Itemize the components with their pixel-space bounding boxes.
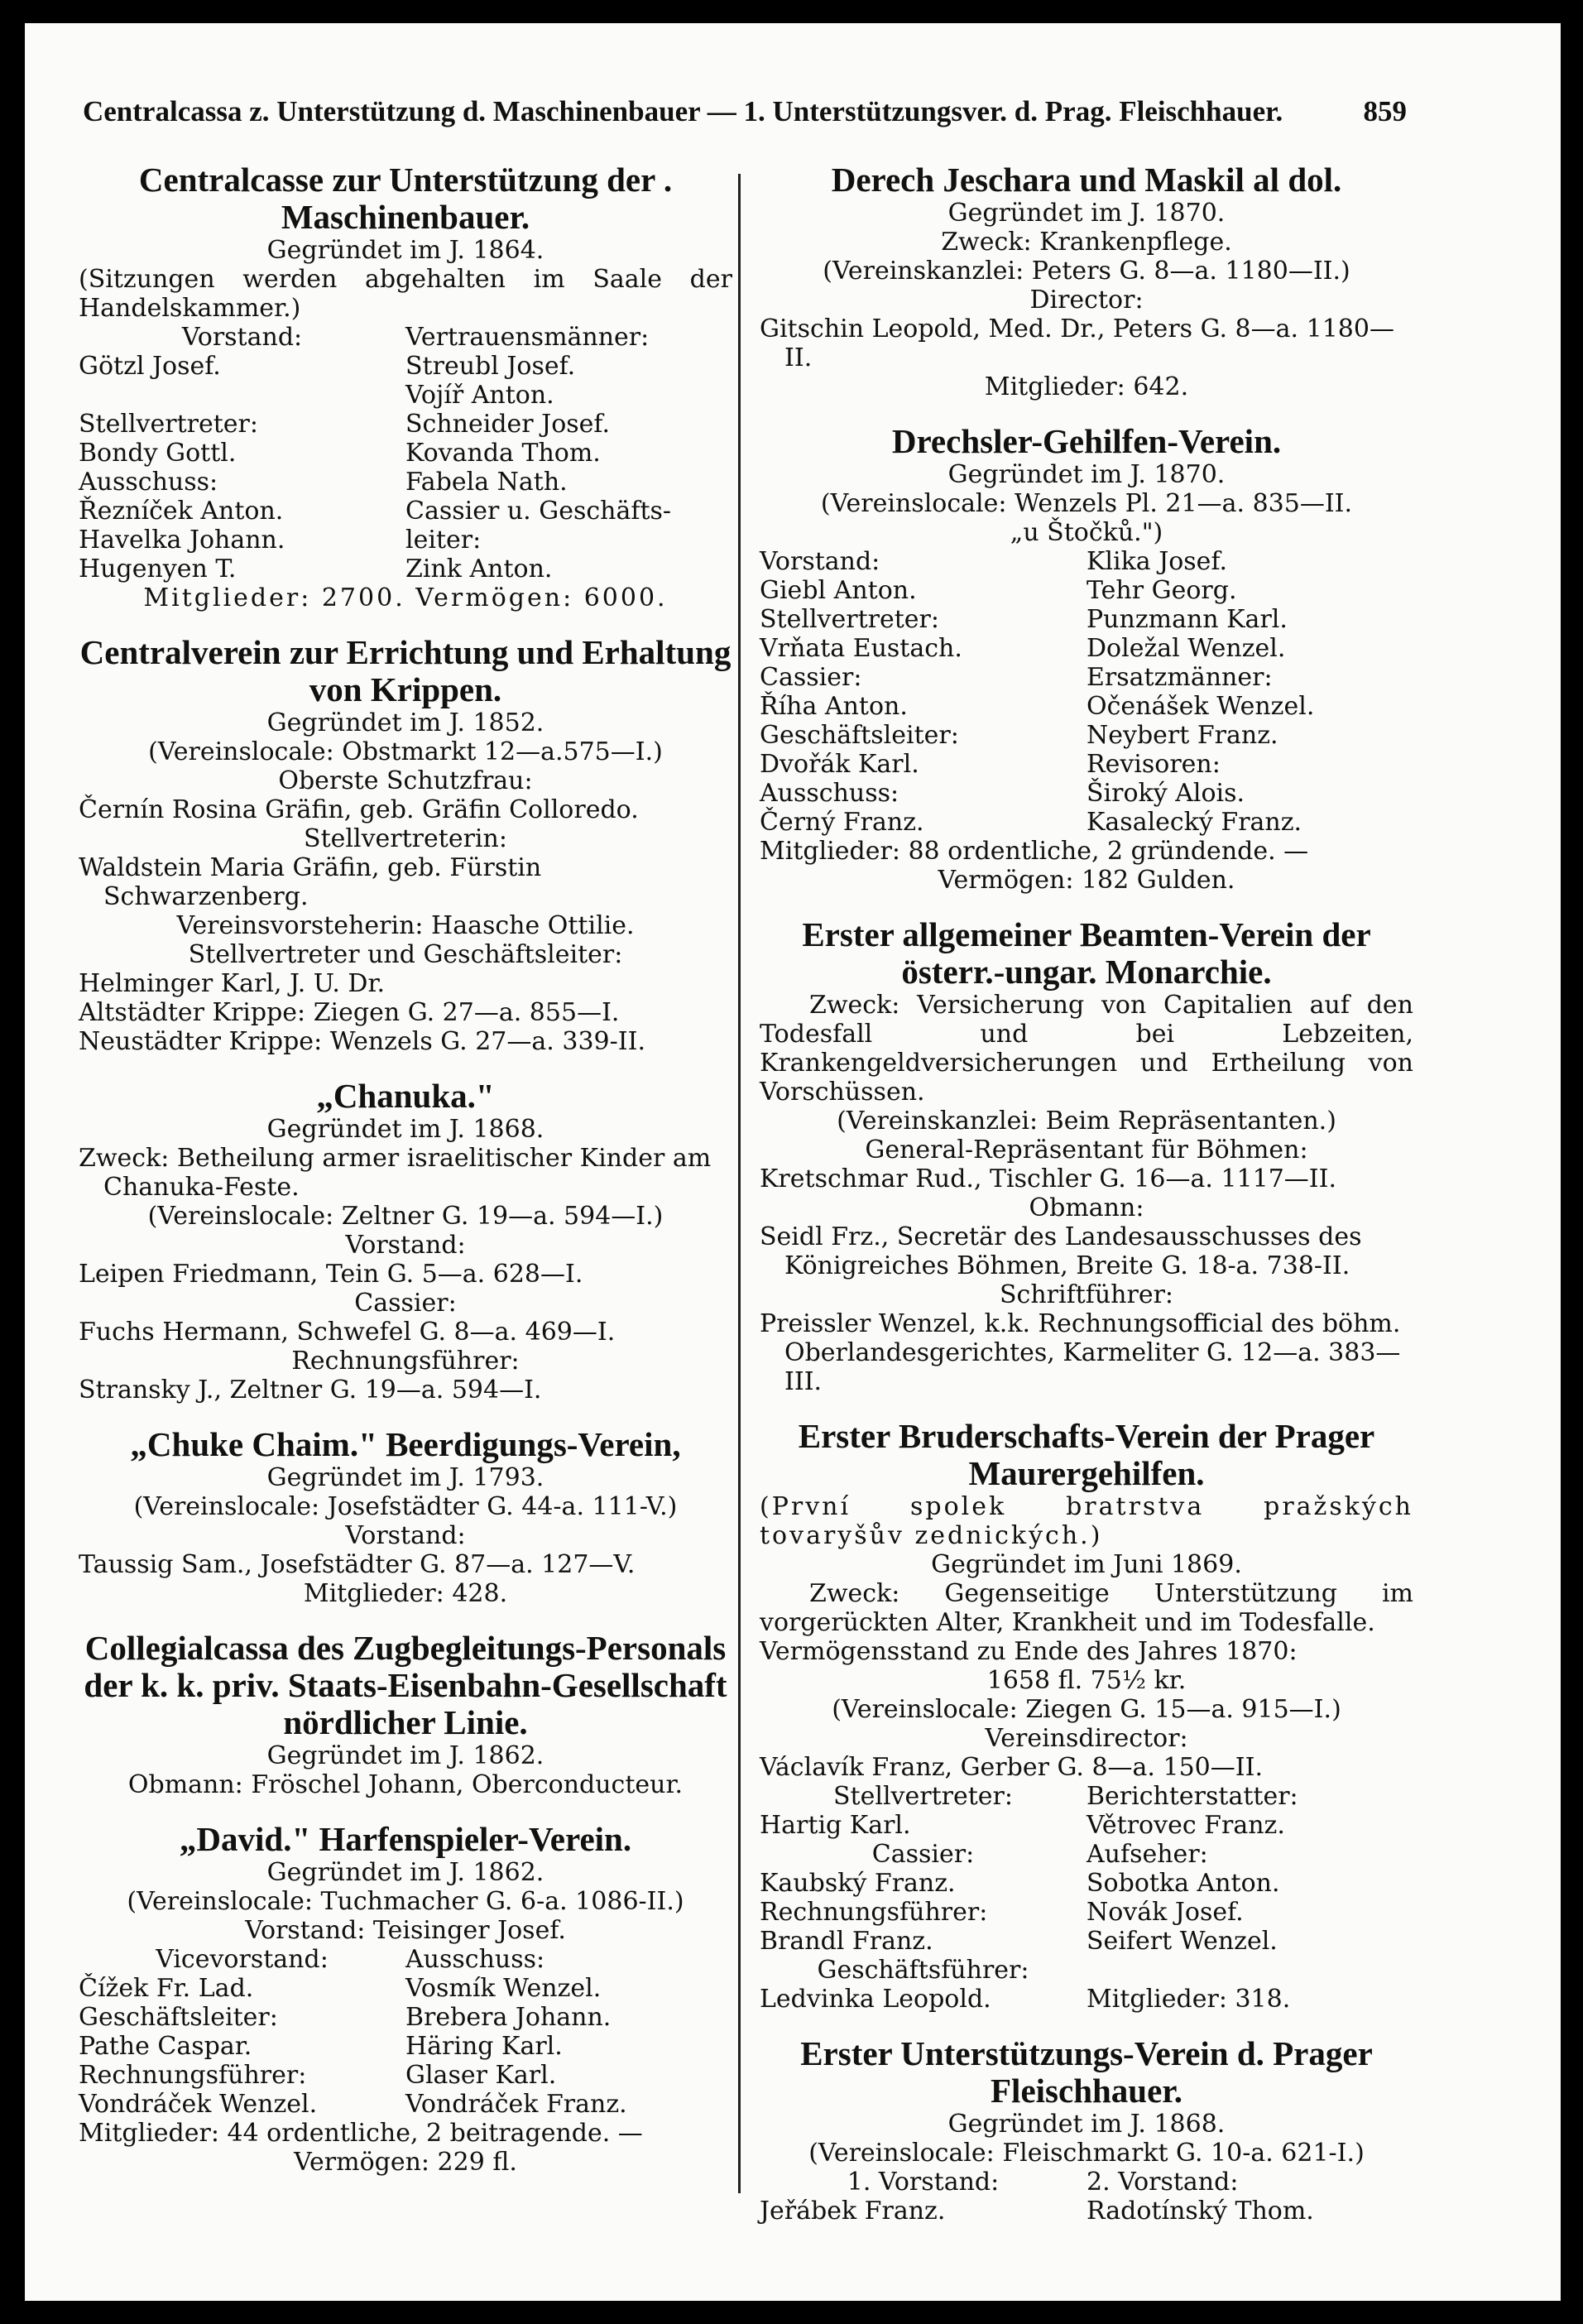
line-left-part: Cassier: [871, 1840, 975, 1869]
text-line [79, 323, 732, 352]
line-right-part: Revisoren: [1087, 750, 1221, 779]
entry-title: Drechsler-Gehilfen-Verein. [891, 422, 1282, 460]
text-line: Gegründet im Juni 1869. [931, 1550, 1242, 1579]
text-line [79, 2090, 732, 2119]
text-line: Gegründet im J. 1870. [947, 199, 1226, 228]
line-left-part: Brandl Franz. [760, 1927, 933, 1956]
text-line: Gegründet im J. 1870. [947, 460, 1226, 489]
text-line: Zweck: Versicherung von Capitalien auf den Todesfall und bei Lebzeiten, Krankengeldversicherungen und Ertheilung von Vorschüssen. [760, 991, 1413, 1107]
line-left-part: Řezníček Anton. [79, 497, 284, 526]
line-left-part: Hugenyen T. [79, 555, 237, 583]
text-line: Kretschmar Rud., Tischler G. 16—a. 1117—II. [760, 1164, 1337, 1193]
text-line: General-Repräsentant für Böhmen: [865, 1136, 1308, 1164]
text-line: Gegründet im J. 1862. [266, 1858, 544, 1887]
line-left-part: Havelka Johann. [79, 526, 285, 555]
line-left-part: Vicevorstand: [156, 1945, 329, 1974]
text-line: Vermögensstand zu Ende des Jahres 1870: [760, 1637, 1298, 1666]
text-line: Waldstein Maria Gräfin, geb. Fürstin Schwarzenberg. [79, 853, 542, 911]
text-line [760, 750, 1413, 779]
line-right-part: Aufseher: [1087, 1840, 1208, 1869]
text-line [79, 2003, 732, 2032]
text-line: „u Štočků.") [1010, 518, 1163, 547]
text-line: Leipen Friedmann, Tein G. 5—a. 628—I. [79, 1260, 583, 1289]
line-left-part: Rechnungsführer: [760, 1898, 988, 1927]
text-line: Director: [1029, 286, 1144, 315]
line-left-part: Kaubský Franz. [760, 1869, 956, 1898]
right-column [760, 161, 1413, 2226]
entry-title: „Chuke Chaim." Beerdigungs-Verein, [130, 1425, 681, 1463]
text-line: (Vereinslocale: Obstmarkt 12—a.575—I.) [148, 737, 663, 766]
text-line [760, 1869, 1413, 1898]
text-line [79, 410, 732, 439]
line-left-part: Ledvinka Leopold. [760, 1985, 991, 2014]
text-line: Neustädter Krippe: Wenzels G. 27—a. 339-II. [79, 1027, 645, 1056]
line-right-part: Ersatzmänner: [1087, 663, 1273, 692]
entry-title: Erster Unterstützungs-Verein d. Prager Fleischhauer. [800, 2034, 1373, 2110]
text-line: Mitglieder: 2700. Vermögen: 6000. [143, 583, 668, 612]
text-line: Altstädter Krippe: Ziegen G. 27—a. 855—I. [79, 998, 620, 1027]
entry-title: Collegialcassa des Zugbegleitungs-Personals der k. k. priv. Staats-Eisenbahn-Gesellschaft nördlicher Linie. [84, 1629, 727, 1741]
text-line: Gegründet im J. 1868. [947, 2110, 1226, 2139]
text-line [79, 1945, 732, 1974]
text-line: Gegründet im J. 1862. [266, 1741, 544, 1770]
text-line: Rechnungsführer: [291, 1347, 520, 1376]
page-number: 859 [1363, 95, 1407, 127]
entry-title: „David." Harfenspieler-Verein. [179, 1820, 632, 1858]
text-line: Mitglieder: 44 ordentliche, 2 beitragende. — [79, 2119, 643, 2148]
line-left-part: Stellvertreter: [79, 410, 259, 439]
text-line [760, 1840, 1413, 1869]
text-line: Černín Rosina Gräfin, geb. Gräfin Colloredo. [79, 795, 639, 824]
text-line: (Vereinslocale: Fleischmarkt G. 10-a. 621-I.) [808, 2139, 1365, 2168]
text-line [760, 1927, 1413, 1956]
line-right-part: Seifert Wenzel. [1087, 1927, 1278, 1956]
line-right-part: Novák Josef. [1087, 1898, 1244, 1927]
text-line: Gegründet im J. 1793. [266, 1463, 544, 1492]
line-right-part: Häring Karl. [405, 2032, 563, 2061]
text-line: (Vereinslocale: Josefstädter G. 44-a. 111-V.) [133, 1492, 678, 1521]
text-line: Seidl Frz., Secretär des Landesausschusses des Königreiches Böhmen, Breite G. 18-a. 738-II. [760, 1222, 1362, 1280]
entry-title: Centralcasse zur Unterstützung der . Maschinenbauer. [138, 161, 673, 236]
text-line: (Vereinslocale: Wenzels Pl. 21—a. 835—II. [820, 489, 1353, 518]
text-line: Vereinsvorsteherin: Haasche Ottilie. [176, 911, 635, 940]
line-left-part: Pathe Caspar. [79, 2032, 252, 2061]
line-left-part: Hartig Karl. [760, 1811, 911, 1840]
text-line [760, 779, 1413, 808]
line-right-part [1087, 1956, 1413, 1985]
text-line: (Vereinslocale: Ziegen G. 15—a. 915—I.) [832, 1695, 1341, 1724]
line-left-part: Götzl Josef. [79, 352, 221, 381]
text-line [79, 2032, 732, 2061]
line-right-part: Berichterstatter: [1087, 1782, 1298, 1811]
text-line: Stellvertreterin: [304, 824, 507, 853]
text-line [760, 634, 1413, 663]
line-right-part: Neybert Franz. [1087, 721, 1278, 750]
line-right-part: Brebera Johann. [405, 2003, 612, 2032]
text-line [760, 808, 1413, 837]
line-left-part: Jeřábek Franz. [760, 2197, 946, 2226]
text-line [760, 1898, 1413, 1927]
line-right-part: 2. Vorstand: [1087, 2168, 1239, 2197]
line-left-part: Vondráček Wenzel. [79, 2090, 318, 2119]
line-right-part: leiter: [405, 526, 482, 555]
text-line [760, 1782, 1413, 1811]
text-line [760, 663, 1413, 692]
line-right-part: Glaser Karl. [405, 2061, 557, 2090]
line-left-part: Vorstand: [181, 323, 303, 352]
entry-title: Erster Bruderschafts-Verein der Prager Maurergehilfen. [798, 1417, 1375, 1492]
line-left-part [79, 381, 405, 410]
line-left-part: Bondy Gottl. [79, 439, 237, 468]
line-left-part: 1. Vorstand: [847, 2168, 1000, 2197]
text-line: Fuchs Hermann, Schwefel G. 8—a. 469—I. [79, 1318, 616, 1347]
text-line: Zweck: Gegenseitige Unterstützung im vorgerückten Alter, Krankheit und im Todesfalle. [760, 1579, 1413, 1637]
text-line: Vermögen: 182 Gulden. [938, 866, 1235, 895]
line-left-part: Geschäftsleiter: [79, 2003, 278, 2032]
text-line: Obmann: Fröschel Johann, Oberconducteur. [127, 1770, 684, 1799]
line-right-part: Doležal Wenzel. [1087, 634, 1286, 663]
line-right-part: Fabela Nath. [405, 468, 568, 497]
text-line: Stransky J., Zeltner G. 19—a. 594—I. [79, 1376, 542, 1404]
line-right-part: Sobotka Anton. [1087, 1869, 1280, 1898]
running-title: Centralcassa z. Unterstützung d. Maschinenbauer — 1. Unterstützungsver. d. Prag. Fleischhauer. [83, 95, 1283, 127]
running-header [83, 91, 1407, 132]
text-line [79, 2061, 732, 2090]
text-line: Zweck: Krankenpflege. [941, 228, 1232, 257]
text-line [760, 692, 1413, 721]
line-right-part: Široký Alois. [1087, 779, 1245, 808]
text-line: (Vereinslocale: Zeltner G. 19—a. 594—I.) [147, 1202, 664, 1231]
line-left-part: Stellvertreter: [832, 1782, 1013, 1811]
line-right-part: Vertrauensmänner: [405, 323, 650, 352]
line-right-part: Vosmík Wenzel. [405, 1974, 602, 2003]
line-right-part: Klika Josef. [1087, 547, 1228, 576]
text-line [760, 1985, 1413, 2014]
line-right-part: Radotínský Thom. [1087, 2197, 1314, 2226]
line-right-part: Větrovec Franz. [1087, 1811, 1285, 1840]
text-line [760, 605, 1413, 634]
line-right-part: Punzmann Karl. [1087, 605, 1288, 634]
text-line [79, 1974, 732, 2003]
line-left-part: Černý Franz. [760, 808, 924, 837]
text-line: Preissler Wenzel, k.k. Rechnungsofficial des böhm. Oberlandesgerichtes, Karmeliter G. 12—a. 383—III. [760, 1309, 1401, 1396]
text-line: Cassier: [354, 1289, 457, 1318]
text-line: Vermögen: 229 fl. [294, 2148, 517, 2177]
line-right-part: Kovanda Thom. [405, 439, 601, 468]
text-line [79, 526, 732, 555]
text-line [79, 439, 732, 468]
line-left-part: Cassier: [760, 663, 862, 692]
line-right-part: Streubl Josef. [405, 352, 576, 381]
text-line: (Vereinslocale: Tuchmacher G. 6-a. 1086-II.) [127, 1887, 684, 1916]
line-left-part: Ausschuss: [760, 779, 899, 808]
line-right-part: Vojíř Anton. [405, 381, 554, 410]
text-line: Vorstand: [345, 1231, 466, 1260]
text-line: Taussig Sam., Josefstädter G. 87—a. 127—V. [79, 1550, 636, 1579]
text-line: (První spolek bratrstva pražských tovaryšův zednických.) [760, 1492, 1413, 1550]
entry-title: Erster allgemeiner Beamten-Verein der österr.-ungar. Monarchie. [802, 915, 1371, 991]
line-left-part: Rechnungsführer: [79, 2061, 307, 2090]
line-left-part: Geschäftsleiter: [760, 721, 959, 750]
line-left-part: Vrňata Eustach. [760, 634, 962, 663]
text-line: Gegründet im J. 1852. [266, 708, 544, 737]
text-line: Mitglieder: 88 ordentliche, 2 gründende. — [760, 837, 1309, 866]
text-line [760, 721, 1413, 750]
text-line: Mitglieder: 428. [303, 1579, 508, 1608]
text-line [760, 2168, 1413, 2197]
line-right-part: Cassier u. Geschäfts- [405, 497, 672, 526]
line-right-part: Zink Anton. [405, 555, 553, 583]
text-line: Mitglieder: 642. [984, 372, 1189, 401]
line-right-part: Mitglieder: 318. [1087, 1985, 1291, 2014]
text-line: Vorstand: [345, 1521, 466, 1550]
text-line: Gitschin Leopold, Med. Dr., Peters G. 8—a. 1180—II. [760, 315, 1394, 372]
text-line: Václavík Franz, Gerber G. 8—a. 150—II. [760, 1753, 1263, 1782]
line-left-part: Říha Anton. [760, 692, 908, 721]
text-line: (Vereinskanzlei: Peters G. 8—a. 1180—II.) [823, 257, 1350, 286]
line-right-part: Vondráček Franz. [405, 2090, 627, 2119]
column-divider [738, 174, 741, 2193]
text-line [79, 381, 732, 410]
line-left-part: Ausschuss: [79, 468, 218, 497]
line-left-part: Geschäftsführer: [817, 1956, 1029, 1985]
line-left-part: Giebl Anton. [760, 576, 917, 605]
entry-title: Centralverein zur Errichtung und Erhaltung von Krippen. [79, 633, 732, 708]
text-line: Zweck: Betheilung armer israelitischer Kinder am Chanuka-Feste. [79, 1144, 712, 1202]
line-right-part: Tehr Georg. [1087, 576, 1237, 605]
text-line: Oberste Schutzfrau: [278, 766, 533, 795]
text-line [79, 352, 732, 381]
text-line [79, 497, 732, 526]
text-line [79, 555, 732, 583]
left-column [79, 161, 732, 2177]
line-left-part: Dvořák Karl. [760, 750, 919, 779]
text-line: Gegründet im J. 1868. [266, 1115, 544, 1144]
text-line: Stellvertreter und Geschäftsleiter: [188, 940, 623, 969]
text-line: Vereinsdirector: [985, 1724, 1188, 1753]
entry-title: „Chanuka." [316, 1077, 495, 1115]
text-line: Gegründet im J. 1864. [266, 236, 544, 265]
text-line [760, 1956, 1413, 1985]
text-line: Schriftführer: [999, 1280, 1174, 1309]
line-right-part: Ausschuss: [405, 1945, 545, 1974]
line-left-part: Vorstand: [760, 547, 880, 576]
entry-title: Derech Jeschara und Maskil al dol. [831, 161, 1342, 199]
line-right-part: Schneider Josef. [405, 410, 610, 439]
line-left-part: Stellvertreter: [760, 605, 940, 634]
line-left-part: Čížek Fr. Lad. [79, 1974, 254, 2003]
text-line: (Sitzungen werden abgehalten im Saale der Handelskammer.) [79, 265, 732, 323]
text-line: 1658 fl. 75½ kr. [986, 1666, 1187, 1695]
text-line: Vorstand: Teisinger Josef. [245, 1916, 566, 1945]
text-line [760, 576, 1413, 605]
line-right-part: Očenášek Wenzel. [1087, 692, 1315, 721]
text-line: Obmann: [1029, 1193, 1144, 1222]
text-line [760, 1811, 1413, 1840]
text-line: (Vereinskanzlei: Beim Repräsentanten.) [837, 1107, 1336, 1136]
text-line [79, 468, 732, 497]
text-line [760, 2197, 1413, 2226]
text-line [760, 547, 1413, 576]
text-line: Helminger Karl, J. U. Dr. [79, 969, 386, 998]
line-right-part: Kasalecký Franz. [1087, 808, 1302, 837]
